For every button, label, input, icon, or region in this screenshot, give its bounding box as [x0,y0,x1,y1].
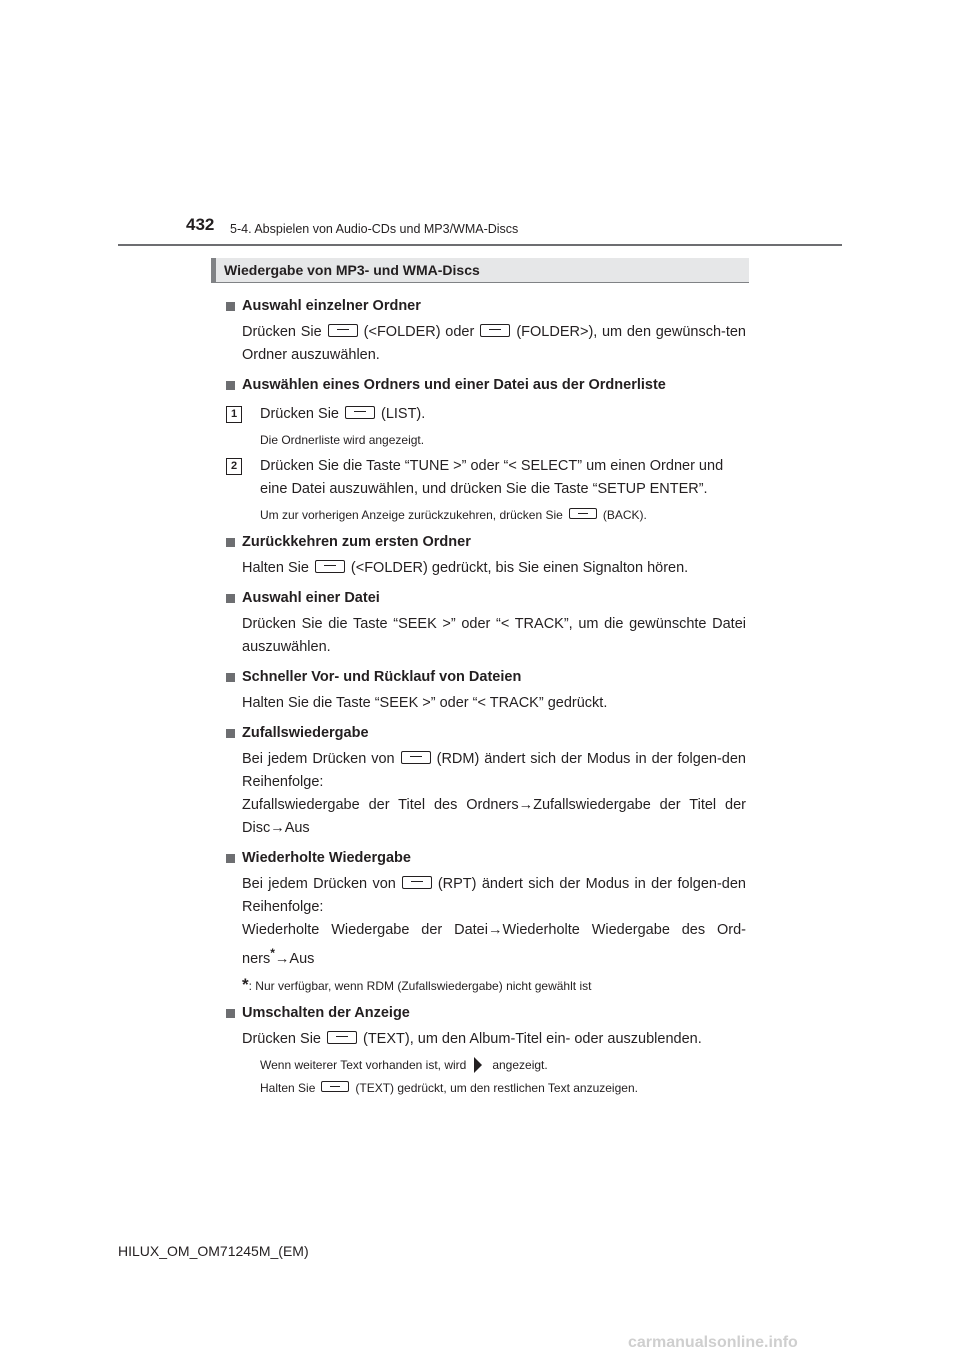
text-button-icon [321,1081,349,1092]
display-note-2: Halten Sie (TEXT) gedrückt, um den restlichen Text anzuzeigen. [260,1080,638,1095]
bullet-square-icon [226,729,235,738]
footer-document-code: HILUX_OM_OM71245M_(EM) [118,1243,309,1259]
text-button-icon [327,1031,357,1044]
footnote-star: * [270,946,275,960]
folder-down-button-icon [328,324,358,337]
chapter-header: 5-4. Abspielen von Audio-CDs und MP3/WMA-Discs [230,222,519,236]
page-number: 432 [186,215,215,234]
bullet-square-icon [226,673,235,682]
page-content [226,288,746,1101]
paragraph-fast-forward: Halten Sie die Taste “SEEK >” oder “< TRACK” gedrückt. [242,695,608,711]
step-number-2: 2 [226,458,242,475]
heading-random-play: Zufallswiedergabe [226,722,746,745]
bullet-square-icon [226,538,235,547]
heading-display-toggle: Umschalten der Anzeige [226,1002,746,1025]
section-bar-tab [211,258,216,282]
bullet-square-icon [226,594,235,603]
footnote: *: Nur verfügbar, wenn RDM (Zufallswiedergabe) nicht gewählt ist [242,974,592,994]
paragraph-display-toggle: Drücken Sie (TEXT), um den Album-Titel ein- oder auszublenden. [242,1030,702,1047]
step-1: 1 Drücken Sie (LIST). [226,403,746,426]
more-text-arrow-icon [474,1057,482,1073]
step-number-1: 1 [226,406,242,423]
watermark: carmanualsonline.info [628,1334,798,1351]
header-rule [118,244,842,246]
step-2-note: Um zur vorherigen Anzeige zurückzukehren, drücken Sie (BACK). [260,508,647,522]
bullet-square-icon [226,1009,235,1018]
display-note-1: Wenn weiterer Text vorhanden ist, wird angezeigt. [260,1057,548,1072]
list-button-icon [345,406,375,419]
step-2: 2 Drücken Sie die Taste “TUNE >” oder “< SELECT” um einen Ordner und eine Datei auszuwählen, und drücken Sie die Taste “SETUP ENTER”. [226,455,746,501]
paragraph-folder-select: Drücken Sie (<FOLDER) oder (FOLDER>), um den gewünsch-ten Ordner auszuwählen. [242,324,747,363]
heading-file-select: Auswahl einer Datei [226,587,746,610]
step-1-note: Die Ordnerliste wird angezeigt. [260,433,425,447]
heading-first-folder: Zurückkehren zum ersten Ordner [226,531,746,554]
section-title: Wiedergabe von MP3- und WMA-Discs [224,262,480,278]
heading-fast-forward: Schneller Vor- und Rücklauf von Dateien [226,666,746,689]
folder-up-button-icon [480,324,510,337]
back-button-icon [569,508,597,519]
paragraph-repeat-play: Bei jedem Drücken von (RPT) ändert sich der Modus in der folgen-den Reihenfolge: Wiederholte Wiedergabe der Datei→Wiederholte Wiedergabe des Ord-ners*→Aus [242,876,746,967]
bullet-square-icon [226,302,235,311]
rdm-button-icon [401,751,431,764]
section-title-bar [211,258,749,283]
folder-down-button-icon [315,560,345,573]
paragraph-file-select: Drücken Sie die Taste “SEEK >” oder “< TRACK”, um die gewünschte Datei auszuwählen. [242,616,746,655]
rpt-button-icon [402,876,432,889]
bullet-square-icon [226,381,235,390]
heading-repeat-play: Wiederholte Wiedergabe [226,847,746,870]
paragraph-first-folder: Halten Sie (<FOLDER) gedrückt, bis Sie einen Signalton hören. [242,560,689,576]
heading-folder-list: Auswählen eines Ordners und einer Datei aus der Ordnerliste [226,374,746,397]
bullet-square-icon [226,854,235,863]
heading-folder-select: Auswahl einzelner Ordner [226,295,746,318]
paragraph-random-play: Bei jedem Drücken von (RDM) ändert sich der Modus in der folgen-den Reihenfolge: Zufallswiedergabe der Titel des Ordners→Zufallswiedergabe der Titel der Disc→Aus [242,751,746,836]
